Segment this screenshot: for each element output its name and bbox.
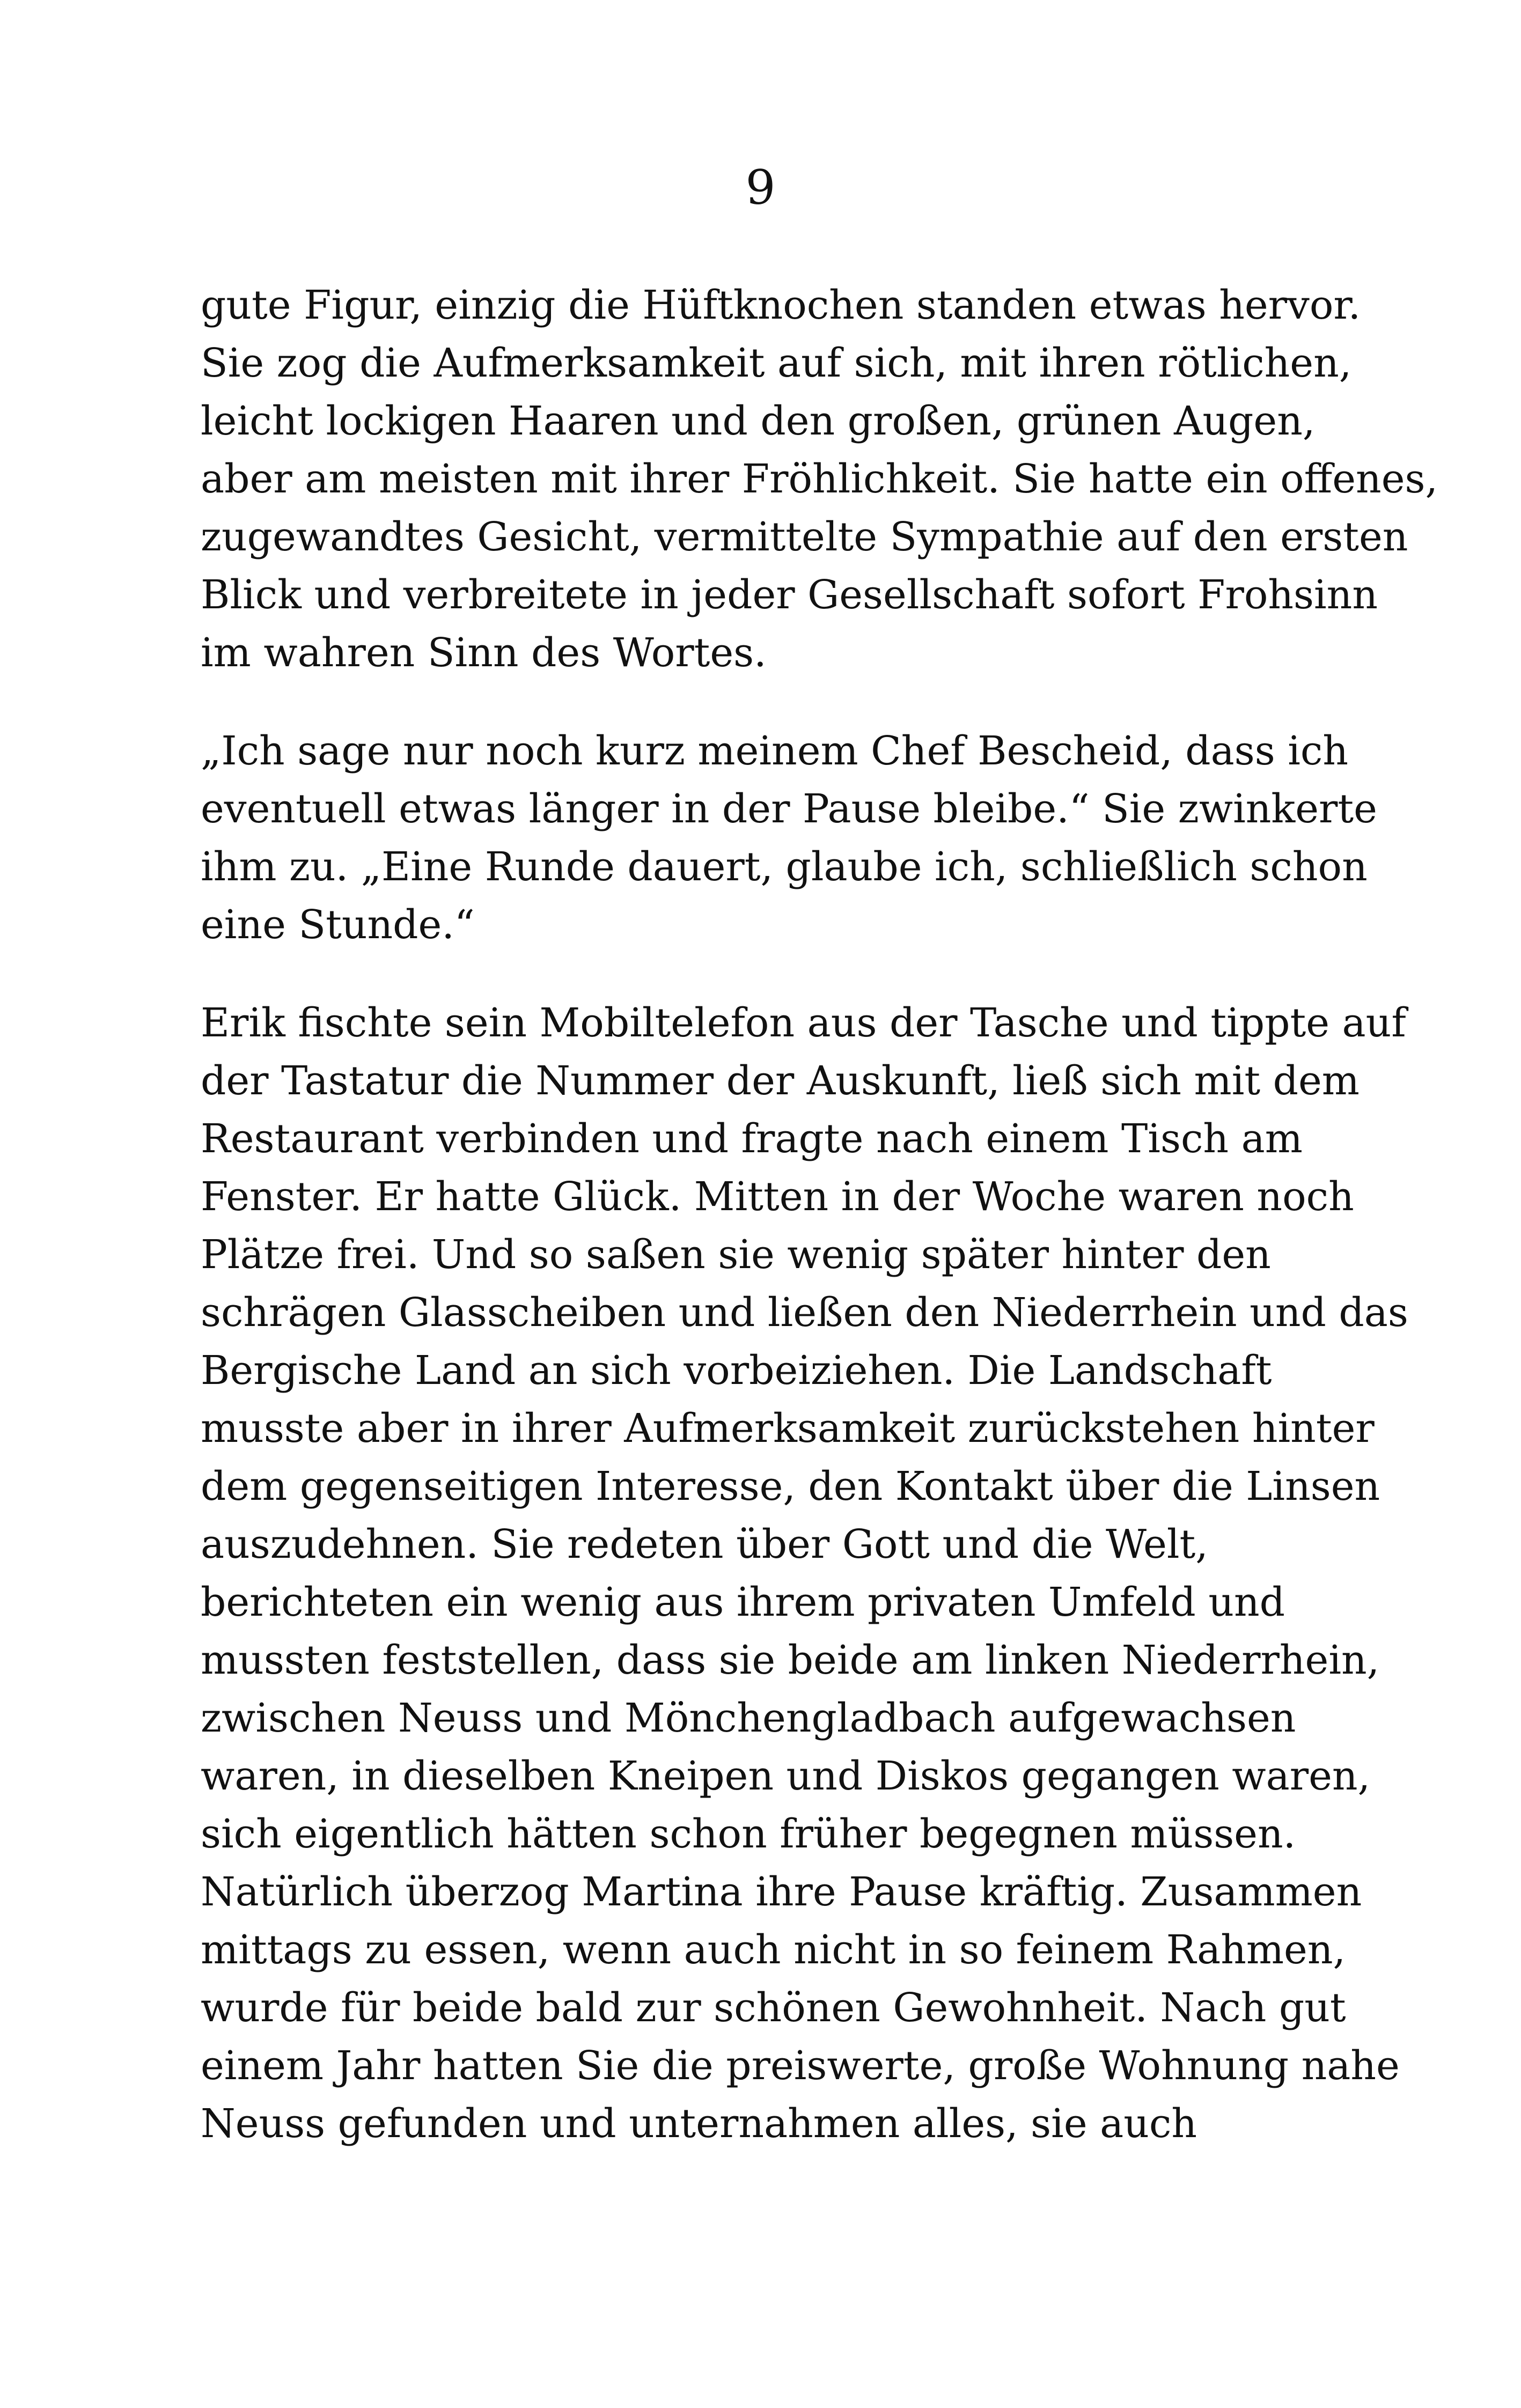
- body-text: [201, 276, 1438, 2193]
- paragraph-1: [201, 276, 1438, 682]
- text-line: zwischen Neuss und Mönchengladbach aufgewachsen: [201, 1695, 1296, 1741]
- text-line: Sie zog die Aufmerksamkeit auf sich, mit ihren rötlichen,: [201, 340, 1352, 386]
- text-line: musste aber in ihrer Aufmerksamkeit zurückstehen hinter: [201, 1405, 1375, 1452]
- paragraph-2: [201, 722, 1377, 954]
- text-line: Plätze frei. Und so saßen sie wenig später hinter den: [201, 1232, 1271, 1278]
- text-line: Erik fischte sein Mobiltelefon aus der Tasche und tippte auf: [201, 1000, 1406, 1046]
- text-line: wurde für beide bald zur schönen Gewohnheit. Nach gut: [201, 1985, 1346, 2031]
- text-line: ihm zu. „Eine Runde dauert, glaube ich, schließlich schon: [201, 844, 1368, 890]
- text-line: zugewandtes Gesicht, vermittelte Sympathie auf den ersten: [201, 514, 1408, 560]
- text-line: mittags zu essen, wenn auch nicht in so feinem Rahmen,: [201, 1927, 1346, 1973]
- text-line: eine Stunde.“: [201, 902, 475, 948]
- text-line: Neuss gefunden und unternahmen alles, sie auch: [201, 2101, 1197, 2147]
- text-line: mussten feststellen, dass sie beide am linken Niederrhein,: [201, 1637, 1380, 1683]
- text-line: Natürlich überzog Martina ihre Pause kräftig. Zusammen: [201, 1869, 1362, 1915]
- page-number: 9: [745, 160, 776, 215]
- paragraph-3: [201, 994, 1408, 2153]
- text-line: berichteten ein wenig aus ihrem privaten Umfeld und: [201, 1579, 1285, 1625]
- text-line: schrägen Glasscheiben und ließen den Niederrhein und das: [201, 1290, 1408, 1336]
- text-line: auszudehnen. Sie redeten über Gott und die Welt,: [201, 1521, 1208, 1567]
- text-line: Bergische Land an sich vorbeiziehen. Die Landschaft: [201, 1347, 1272, 1394]
- text-line: gute Figur, einzig die Hüftknochen standen etwas hervor.: [201, 282, 1361, 328]
- text-line: leicht lockigen Haaren und den großen, grünen Augen,: [201, 398, 1316, 444]
- text-line: im wahren Sinn des Wortes.: [201, 630, 767, 676]
- text-line: einem Jahr hatten Sie die preiswerte, große Wohnung nahe: [201, 2043, 1400, 2089]
- text-line: Restaurant verbinden und fragte nach einem Tisch am: [201, 1116, 1303, 1162]
- text-line: aber am meisten mit ihrer Fröhlichkeit. Sie hatte ein offenes,: [201, 456, 1438, 502]
- text-line: dem gegenseitigen Interesse, den Kontakt über die Linsen: [201, 1463, 1380, 1509]
- text-line: „Ich sage nur noch kurz meinem Chef Bescheid, dass ich: [201, 728, 1349, 774]
- text-line: Fenster. Er hatte Glück. Mitten in der Woche waren noch: [201, 1174, 1354, 1220]
- text-line: Blick und verbreitete in jeder Gesellschaft sofort Frohsinn: [201, 572, 1378, 618]
- text-line: der Tastatur die Nummer der Auskunft, ließ sich mit dem: [201, 1058, 1360, 1104]
- text-line: sich eigentlich hätten schon früher begegnen müssen.: [201, 1811, 1296, 1857]
- text-line: eventuell etwas länger in der Pause bleibe.“ Sie zwinkerte: [201, 786, 1377, 832]
- text-line: waren, in dieselben Kneipen und Diskos gegangen waren,: [201, 1753, 1371, 1799]
